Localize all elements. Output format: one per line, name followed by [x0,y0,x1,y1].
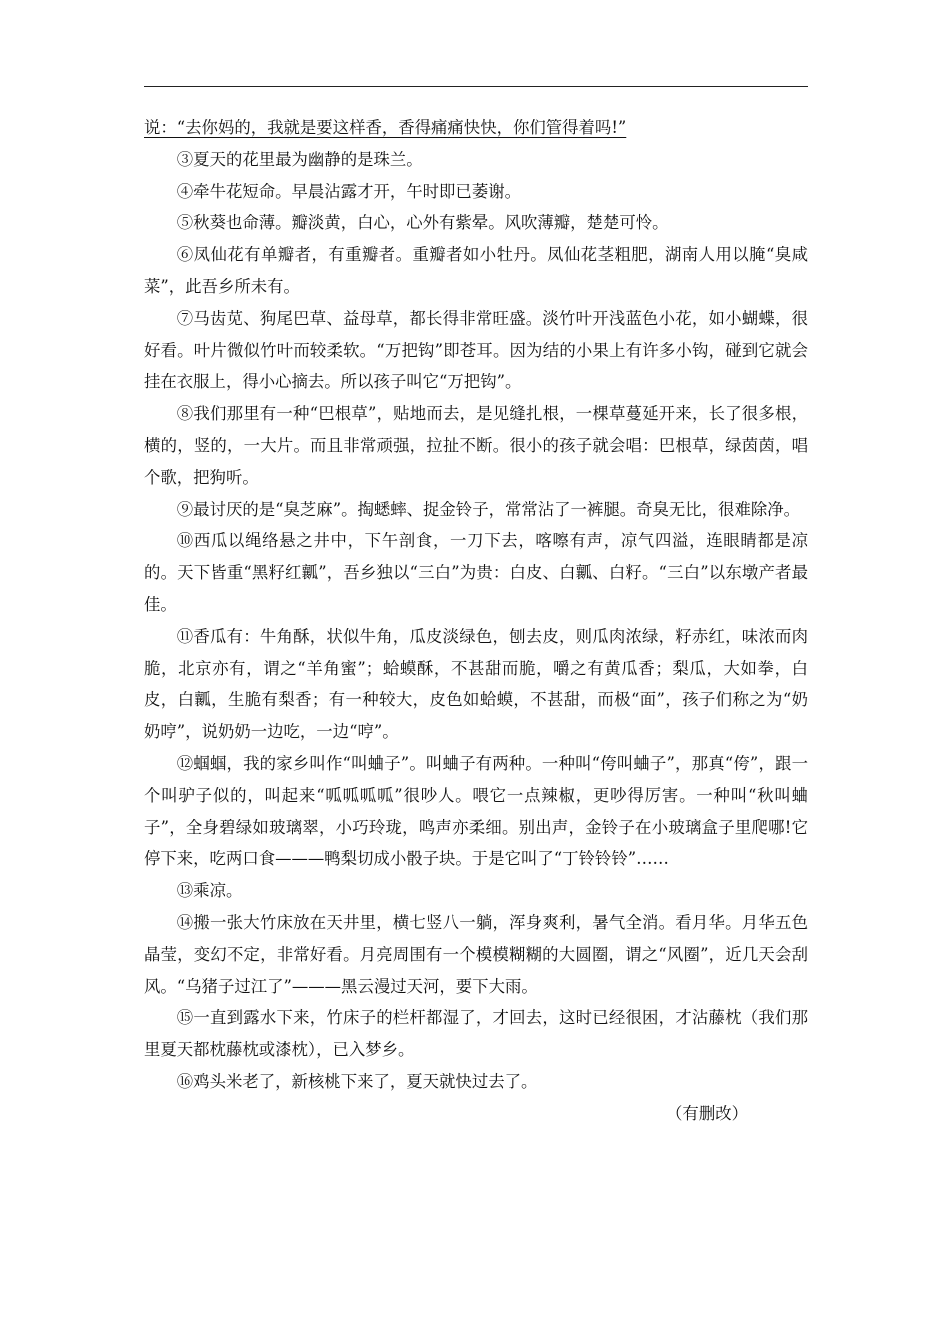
paragraph-8: ⑧我们那里有一种“巴根草”，贴地而去，是见缝扎根，一棵草蔓延开来，长了很多根，横的，竖的，一大片。而且非常顽强，拉扯不断。很小的孩子就会唱：巴根草，绿茵茵，唱个歌，把狗听。 [144,404,808,487]
paragraph-15: ⑮一直到露水下来，竹床子的栏杆都湿了，才回去，这时已经很困，才沾藤枕（我们那里夏天都枕藤枕或漆枕），已入梦乡。 [144,1008,808,1060]
paragraph-7: ⑦马齿苋、狗尾巴草、益母草，都长得非常旺盛。淡竹叶开浅蓝色小花，如小蝴蝶，很好看。叶片微似竹叶而较柔软。“万把钩”即苍耳。因为结的小果上有许多小钩，碰到它就会挂在衣服上，得小心摘去。所以孩子叫它“万把钩”。 [144,308,808,392]
paragraph-13: ⑬乘凉。 [176,881,243,901]
paragraph-5: ⑤秋葵也命薄。瓣淡黄，白心，心外有紫晕。风吹薄瓣，楚楚可怜。 [176,213,669,233]
paragraph-12: ⑫蝈蝈，我的家乡叫作“叫蛐子”。叫蛐子有两种。一种叫“侉叫蛐子”，那真“侉”，跟一个叫驴子似的，叫起来“呱呱呱呱”很吵人。喂它一点辣椒，更吵得厉害。一种叫“秋叫蛐子”，全身碧绿如玻璃翠，小巧玲珑，鸣声亦柔细。别出声，金铃子在小玻璃盒子里爬哪!它停下来，吃两口食———鸭梨切成小骰子块。于是它叫了“丁铃铃铃”…… [144,753,808,869]
paragraph-continuation: 说：“去你妈的，我就是要这样香，香得痛痛快快，你们管得着吗!” [144,118,627,137]
paragraph-3: ③夏天的花里最为幽静的是珠兰。 [176,149,423,169]
paragraph-16: ⑯鸡头米老了，新核桃下来了，夏天就快过去了。 [176,1071,538,1091]
paragraph-10: ⑩西瓜以绳络悬之井中，下午剖食，一刀下去，喀嚓有声，凉气四溢，连眼睛都是凉的。天下皆重“黑籽红瓤”，吾乡独以“三白”为贵：白皮、白瓤、白籽。“三白”以东墩产者最佳。 [144,531,808,614]
paragraph-9: ⑨最讨厌的是“臭芝麻”。掏蟋蟀、捉金铃子，常常沾了一裤腿。奇臭无比，很难除净。 [176,499,801,519]
paragraph-11: ⑪香瓜有：牛角酥，状似牛角，瓜皮淡绿色，刨去皮，则瓜肉浓绿，籽赤红，味浓而肉脆，北京亦有，谓之“羊角蜜”；蛤蟆酥，不甚甜而脆，嚼之有黄瓜香；梨瓜，大如拳，白皮，白瓤，生脆有梨香；有一种较大，皮色如蛤蟆，不甚甜，而极“面”，孩子们称之为“奶奶哼”，说奶奶一边吃，一边“哼”。 [144,626,808,742]
paragraph-6: ⑥凤仙花有单瓣者，有重瓣者。重瓣者如小牡丹。凤仙花茎粗肥，湖南人用以腌“臭咸菜”，此吾乡所未有。 [144,245,808,296]
document-body [144,112,808,1130]
paragraph-4: ④牵牛花短命。早晨沾露才开，午时即已萎谢。 [176,181,521,201]
paragraph-14: ⑭搬一张大竹床放在天井里，横七竖八一躺，浑身爽利，暑气全消。看月华。月华五色晶莹，变幻不定，非常好看。月亮周围有一个模模糊糊的大圆圈，谓之“风圈”，近几天会刮风。“乌猪子过江了”———黑云漫过天河，要下大雨。 [144,912,808,996]
source-note: （有删改） [666,1103,748,1123]
header-rule [144,86,808,87]
